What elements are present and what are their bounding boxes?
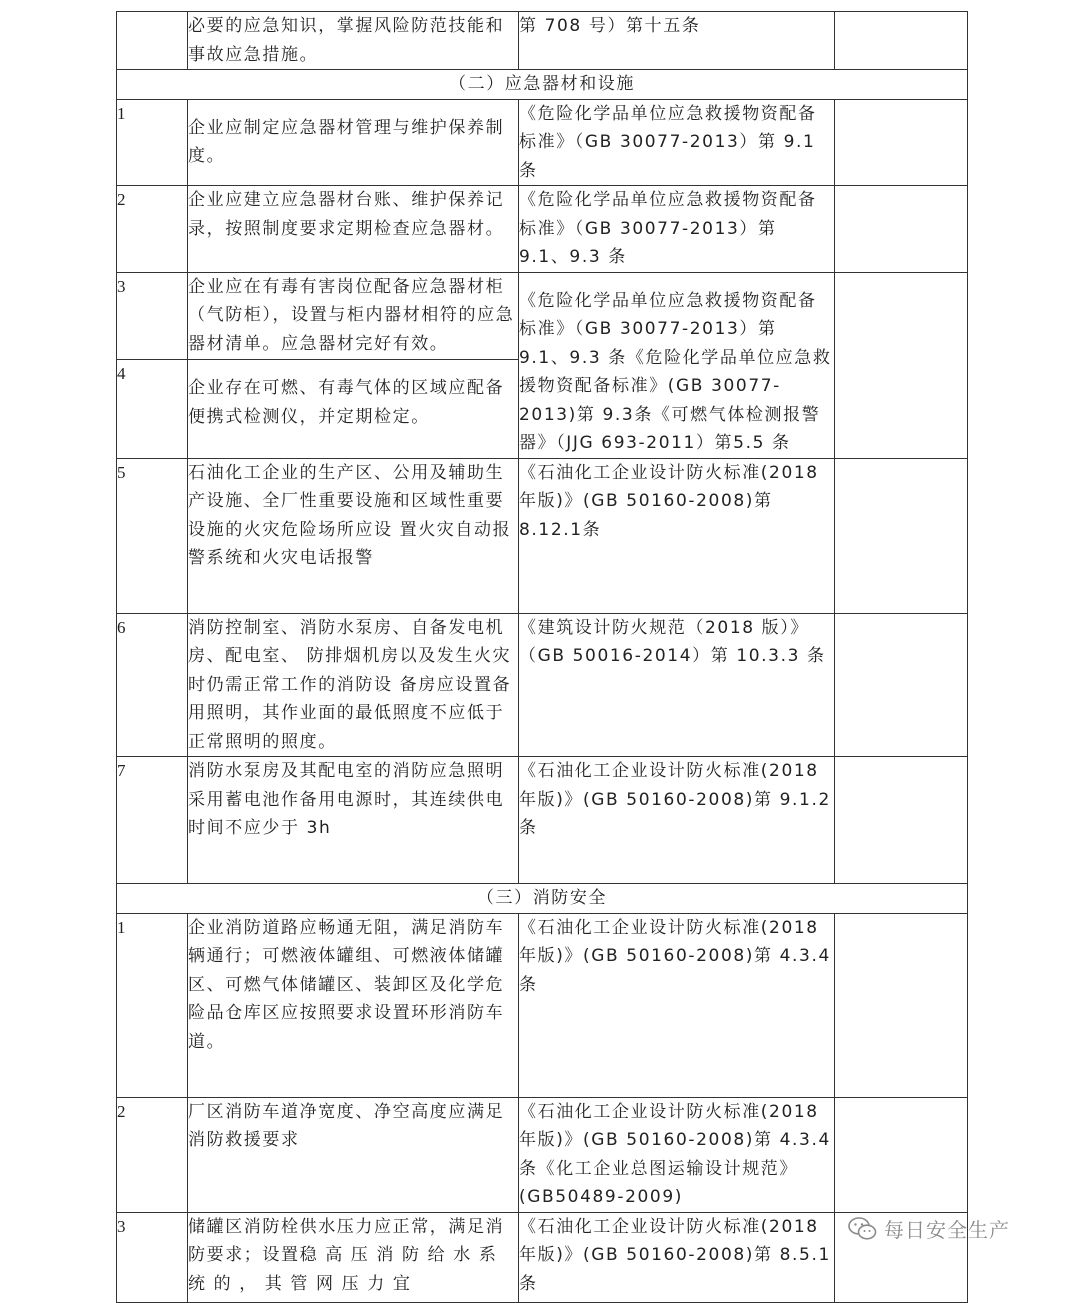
row-number: 2: [117, 186, 188, 273]
row-number: 1: [117, 99, 188, 186]
row-number: 1: [117, 913, 188, 1097]
table-row: [117, 613, 968, 757]
requirement-cell: 储罐区消防栓供水压力应正常，满足消防要求；设置稳 高 压 消 防 给 水 系 统 的 ， 其 管 网 压 力 宜: [188, 1212, 519, 1302]
section-header-row: [117, 884, 968, 914]
requirement-cell: 消防控制室、消防水泵房、自备发电机房、配电室、 防排烟机房以及发生火灾时仍需正常工作的消防设 备房应设置备用照明，其作业面的最低照度不应低于正常照明的照度。: [188, 613, 519, 757]
table-row: [117, 757, 968, 884]
basis-cell: 《石油化工企业设计防火标准(2018年版)》(GB 50160-2008)第 8.12.1条: [519, 458, 835, 613]
basis-cell: 《危险化学品单位应急救援物资配备标准》（GB 30077-2013）第 9.1、9.3 条: [519, 186, 835, 273]
requirement-cell: 消防水泵房及其配电室的消防应急照明采用蓄电池作备用电源时，其连续供电时间不应少于 3h: [188, 757, 519, 884]
requirement-cell: 企业应在有毒有害岗位配备应急器材柜（气防柜），设置与柜内器材相符的应急器材清单。应急器材完好有效。: [188, 272, 519, 360]
requirement-cell: 必要的应急知识，掌握风险防范技能和事故应急措施。: [188, 12, 519, 70]
row-number: 6: [117, 613, 188, 757]
remark-cell: [835, 99, 968, 186]
remark-cell: [835, 458, 968, 613]
basis-cell: 《石油化工企业设计防火标准(2018年版)》(GB 50160-2008)第 4.3.4条: [519, 913, 835, 1097]
requirement-cell: 厂区消防车道净宽度、净空高度应满足消防救援要求: [188, 1097, 519, 1212]
basis-cell: 《危险化学品单位应急救援物资配备标准》（GB 30077-2013）第 9.1 条: [519, 99, 835, 186]
remark-cell: [835, 913, 968, 1097]
table-row: [117, 913, 968, 1097]
remark-cell: [835, 613, 968, 757]
remark-cell: [835, 1097, 968, 1212]
remark-cell: [835, 186, 968, 273]
basis-cell: 第 708 号）第十五条: [519, 12, 835, 70]
row-number: 4: [117, 360, 188, 458]
row-number: 5: [117, 458, 188, 613]
table-row: [117, 186, 968, 273]
table-row: [117, 12, 968, 70]
row-number: [117, 12, 188, 70]
row-number: 3: [117, 272, 188, 360]
document-page: [116, 11, 967, 1294]
remark-cell: [835, 272, 968, 458]
wechat-icon: [848, 1216, 878, 1242]
table-row: [117, 99, 968, 186]
table-row: [117, 1097, 968, 1212]
row-number: 7: [117, 757, 188, 884]
watermark-text: 每日安全生产: [884, 1218, 1010, 1242]
basis-cell: 《石油化工企业设计防火标准(2018年版)》(GB 50160-2008)第 8.5.1条: [519, 1212, 835, 1302]
requirement-cell: 石油化工企业的生产区、公用及辅助生产设施、全厂性重要设施和区域性重要设施的火灾危险场所应设 置火灾自动报警系统和火灾电话报警: [188, 458, 519, 613]
section-header-row: [117, 70, 968, 100]
table-row: [117, 458, 968, 613]
requirement-cell: 企业应制定应急器材管理与维护保养制度。: [188, 99, 519, 186]
requirement-cell: 企业消防道路应畅通无阻，满足消防车辆通行；可燃液体罐组、可燃液体储罐区、可燃气体储罐区、装卸区及化学危险品仓库区应按照要求设置环形消防车道。: [188, 913, 519, 1097]
row-number: 3: [117, 1212, 188, 1302]
row-number: 2: [117, 1097, 188, 1212]
section-title: （三）消防安全: [117, 884, 968, 914]
basis-cell: 《石油化工企业设计防火标准(2018年版)》(GB 50160-2008)第 9.1.2条: [519, 757, 835, 884]
table-row: [117, 272, 968, 360]
basis-cell-merged: 《危险化学品单位应急救援物资配备标准》（GB 30077-2013）第 9.1、9.3 条《危险化学品单位应急救援物资配备标准》(GB 30077-2013)第 9.3条《可燃气体检测报警器》（JJG 693-2011）第5.5 条: [519, 272, 835, 458]
section-title: （二）应急器材和设施: [117, 70, 968, 100]
checklist-table: [116, 11, 968, 1303]
watermark: [848, 1214, 1010, 1243]
basis-cell: 《建筑设计防火规范（2018 版）》（GB 50016-2014）第 10.3.3 条: [519, 613, 835, 757]
requirement-cell: 企业应建立应急器材台账、维护保养记录，按照制度要求定期检查应急器材。: [188, 186, 519, 273]
table-row: [117, 1212, 968, 1302]
basis-cell: 《石油化工企业设计防火标准(2018年版)》(GB 50160-2008)第 4.3.4条《化工企业总图运输设计规范》(GB50489-2009): [519, 1097, 835, 1212]
remark-cell: [835, 12, 968, 70]
remark-cell: [835, 757, 968, 884]
requirement-cell: 企业存在可燃、有毒气体的区域应配备便携式检测仪，并定期检定。: [188, 360, 519, 458]
